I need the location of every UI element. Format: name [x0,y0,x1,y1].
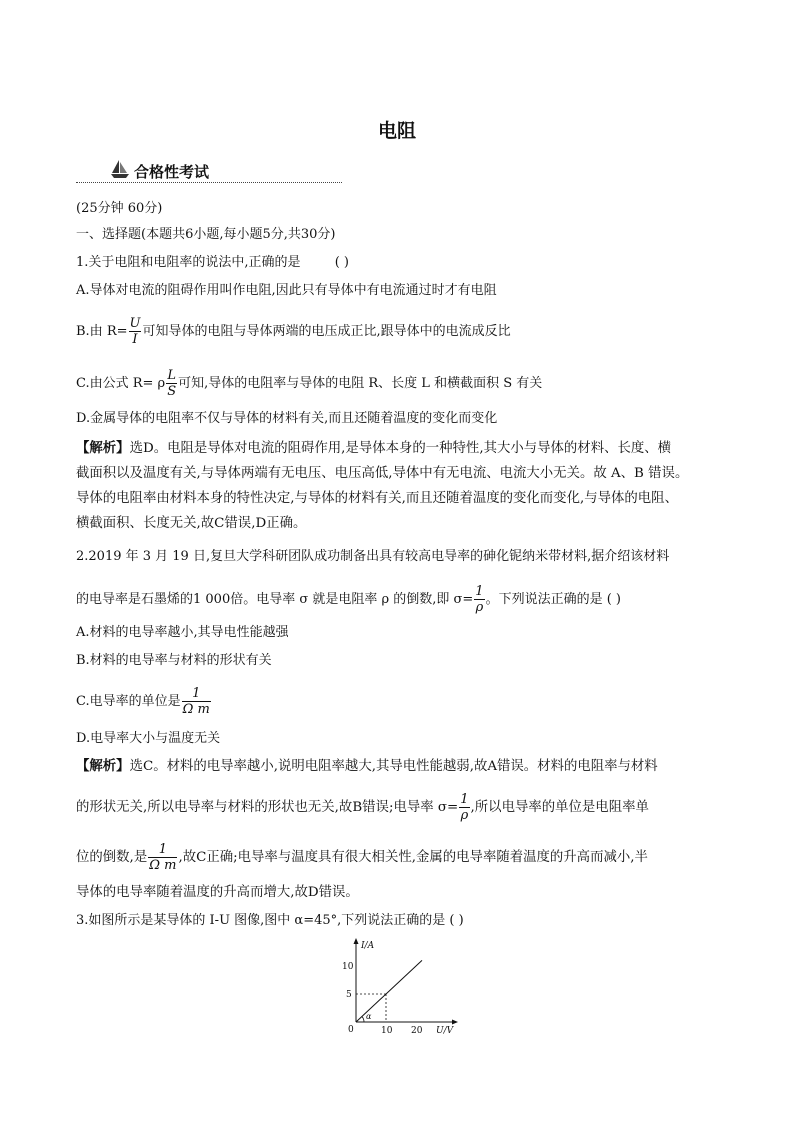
q1-blank: ( ) [334,255,349,270]
q2-analysis-den: ρ [460,808,469,823]
q2-stem-post: 。下列说法正确的是 ( ) [485,592,621,607]
q2-option-c [76,686,212,717]
q2-stem-line2 [76,584,621,615]
q1-c-num: L [167,368,176,383]
q1-analysis-line: 截面积以及温度有关,与导体两端有无电压、电压高低,导体中有无电流、电流大小无关。故 A、B 错误。 [76,466,689,481]
q1-option-b [76,316,511,347]
q2-stem-den: ρ [475,600,484,615]
y-axis-arrow [354,938,359,944]
q1-analysis-line: 导体的电阻率由材料本身的特性决定,与导体的材料有关,而且还随着温度的变化而变化,与导体的电阻、 [76,491,678,506]
q2-c-fraction [182,686,211,717]
q2-analysis-line1 [76,757,658,776]
q2-analysis-fraction [459,792,469,823]
q2-analysis-tag: 【解析】 [76,758,130,774]
section-header [76,158,342,183]
q1-stem-text: 1.关于电阻和电阻率的说法中,正确的是 [76,255,301,270]
y-axis-label: I/A [361,941,375,951]
section-label: 合格性考试 [134,163,210,181]
q1-analysis-tag: 【解析】 [76,440,130,456]
time-info: (25分钟 60分) [76,201,163,216]
q2-c-pre: C.电导率的单位是 [76,694,181,709]
q2-analysis-line3 [76,842,648,873]
q1-b-num: U [129,316,141,331]
q2-stem-num: 1 [475,584,484,599]
y-tick-label: 10 [342,962,354,972]
origin-label: 0 [348,1025,354,1034]
q2-option-a: A.材料的电导率越小,其导电性能越强 [76,625,289,640]
q2-analysis-l3-post: ,故C正确;电导率与温度具有很大相关性,金属的电导率随着温度的升高而减小,半 [178,850,648,865]
q1-option-c [76,368,542,399]
q1-analysis-text: 选D。电阻是导体对电流的阻碍作用,是导体本身的一种特性,其大小与导体的材料、长度、横 [129,441,672,456]
q1-option-a: A.导体对电流的阻碍作用叫作电阻,因此只有导体中有电流通过时才有电阻 [76,283,497,298]
y-tick-label: 5 [346,990,352,1000]
q1-analysis [76,436,720,536]
q2-analysis-text: 选C。材料的电导率越小,说明电阻率越大,其导电性能越弱,故A错误。材料的电阻率与材料 [129,759,658,774]
q2-analysis-line4: 导体的电导率随着温度的升高而增大,故D错误。 [76,885,359,900]
x-axis-arrow [452,1020,458,1025]
q2-analysis-unit-fraction [148,842,177,873]
iu-graph-svg [332,936,462,1034]
sailboat-icon [110,159,130,183]
q2-analysis-l2-post: ,所以电导率的单位是电阻率单 [470,800,649,815]
q2-analysis-num: 1 [460,792,469,807]
q1-b-pre: B.由 R= [76,324,128,339]
angle-arc [362,1016,364,1022]
part-heading: 一、选择题(本题共6小题,每小题5分,共30分) [76,227,336,242]
q1-c-fraction [166,368,177,399]
q2-analysis-unit-den: Ω m [149,858,177,873]
q1-b-fraction [129,316,142,347]
iu-graph [332,936,462,1038]
x-axis-label: U/V [436,1026,454,1034]
x-tick-label: 20 [411,1026,423,1034]
q2-analysis-line2 [76,792,649,823]
q2-analysis-l3-pre: 位的倒数,是 [76,850,148,865]
q1-option-d: D.金属导体的电阻率不仅与导体的材料有关,而且还随着温度的变化而变化 [76,411,498,426]
q1-c-pre: C.由公式 R= ρ [76,376,166,391]
q2-analysis-unit-num: 1 [158,842,167,857]
q2-option-d: D.电导率大小与温度无关 [76,731,221,746]
q1-c-den: S [167,384,177,399]
q1-analysis-line: 横截面积、长度无关,故C错误,D正确。 [76,516,307,531]
q1-b-den: I [129,331,142,347]
q2-analysis-l2-pre: 的形状无关,所以电导率与材料的形状也无关,故B错误;电导率 σ= [76,800,459,815]
angle-label: α [366,1012,372,1021]
page-title: 电阻 [377,120,416,142]
q3-stem: 3.如图所示是某导体的 I-U 图像,图中 α=45°,下列说法正确的是 ( ) [76,913,464,928]
q2-option-b: B.材料的电导率与材料的形状有关 [76,653,272,668]
q1-stem [76,254,349,272]
q2-c-den: Ω m [182,702,210,717]
q1-c-post: 可知,导体的电阻率与导体的电阻 R、长度 L 和横截面积 S 有关 [178,376,543,391]
q1-b-post: 可知导体的电阻与导体两端的电压成正比,跟导体中的电流成反比 [142,324,511,339]
q1-analysis-line [76,436,720,461]
q2-stem-pre: 的电导率是石墨烯的1 000倍。电导率 σ 就是电阻率 ρ 的倒数,即 σ= [76,592,474,607]
q2-stem-line1: 2.2019 年 3 月 19 日,复旦大学科研团队成功制备出具有较高电导率的砷化铌纳米带材料,据介绍该材料 [76,549,670,564]
x-tick-label: 10 [381,1026,393,1034]
q2-stem-fraction [474,584,484,615]
q2-c-num: 1 [192,686,201,701]
